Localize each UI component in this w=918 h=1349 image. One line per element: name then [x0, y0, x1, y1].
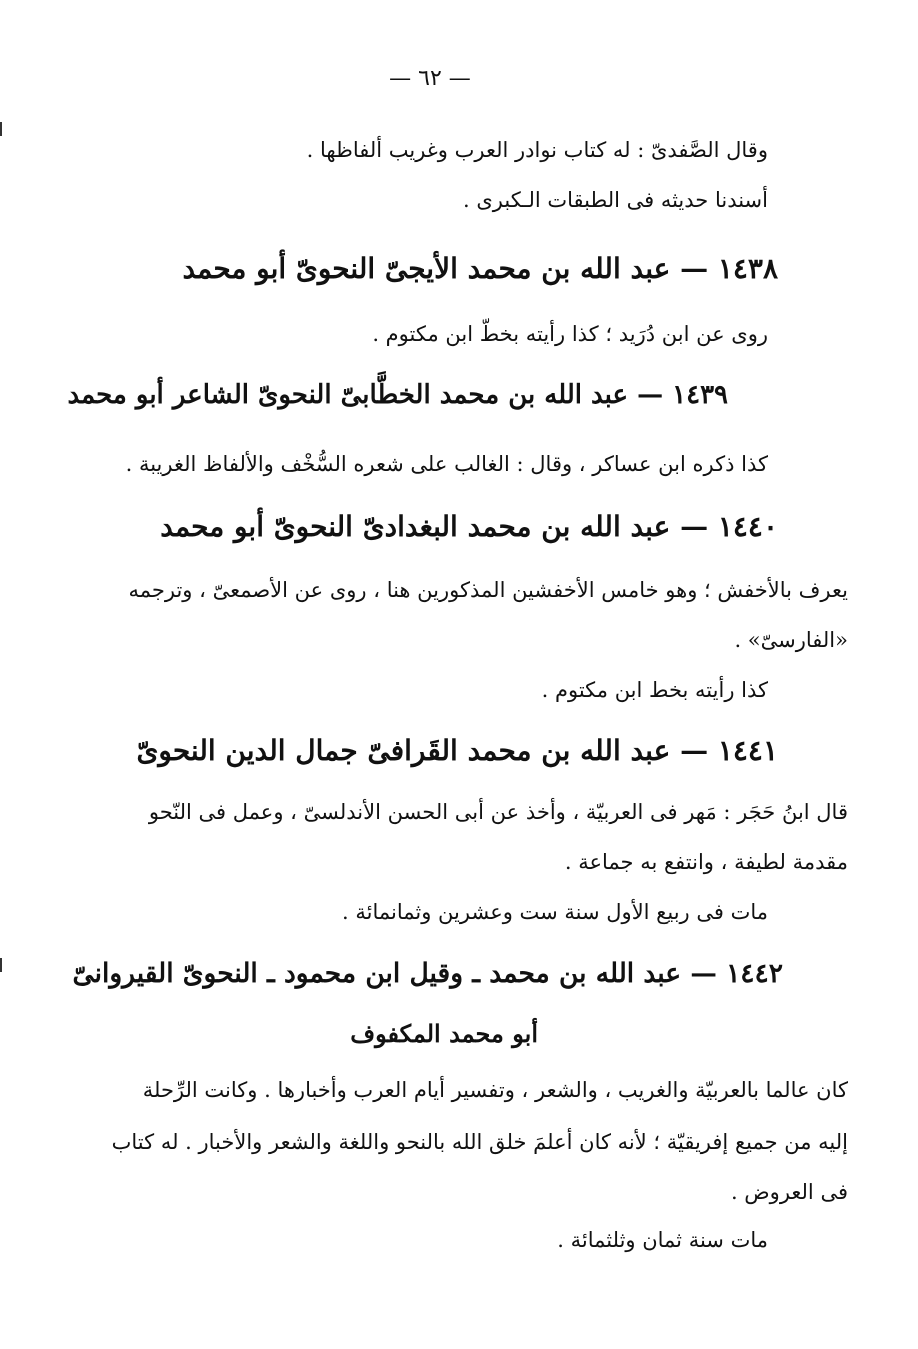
text-line: كذا ذكره ابن عساكر ، وقال : الغالب على شعره السُّخْف والألفاظ الغريبة .: [125, 452, 768, 476]
text-line: وقال الصَّفدىّ : له كتاب نوادر العرب وغريب ألفاظها .: [306, 138, 768, 162]
text-line: مات سنة ثمان وثلثمائة .: [557, 1228, 768, 1252]
page-number: — ٦٢ —: [389, 66, 471, 91]
entry-heading-1441: ١٤٤١ — عبد الله بن محمد القَرافىّ جمال الدين النحوىّ: [136, 734, 778, 767]
entry-heading-1438: ١٤٣٨ — عبد الله بن محمد الأيجىّ النحوىّ أبو محمد: [182, 252, 778, 285]
entry-heading-1442: ١٤٤٢ — عبد الله بن محمد ـ وقيل ابن محمود ـ النحوىّ القيروانىّ: [72, 958, 783, 989]
text-line: مات فى ربيع الأول سنة ست وعشرين وثمانمائة .: [342, 900, 768, 924]
margin-mark: [0, 958, 2, 972]
text-line: يعرف بالأخفش ؛ وهو خامس الأخفشين المذكورين هنا ، روى عن الأصمعىّ ، وترجمه: [128, 578, 848, 602]
entry-heading-1442-subtitle: أبو محمد المكفوف: [350, 1019, 538, 1048]
text-line: فى العروض .: [730, 1180, 848, 1204]
text-line: مقدمة لطيفة ، وانتفع به جماعة .: [564, 850, 848, 874]
text-line: إليه من جميع إفريقيّة ؛ لأنه كان أعلمَ خلق الله بالنحو واللغة والشعر والأخبار . له كتاب: [111, 1130, 848, 1154]
entry-heading-1439: ١٤٣٩ — عبد الله بن محمد الخطَّابىّ النحوىّ الشاعر أبو محمد: [67, 380, 728, 410]
margin-mark: [0, 122, 2, 136]
text-line: «الفارسىّ» .: [734, 628, 848, 652]
text-line: أسندنا حديثه فى الطبقات الـكبرى .: [462, 188, 768, 212]
text-line: روى عن ابن دُرَيد ؛ كذا رأيته بخطّ ابن مكتوم .: [372, 322, 768, 346]
text-line: قال ابنُ حَجَر : مَهر فى العربيّة ، وأخذ عن أبى الحسن الأندلسىّ ، وعمل فى النّحو: [148, 800, 848, 824]
text-line: كان عالما بالعربيّة والغريب ، والشعر ، وتفسير أيام العرب وأخبارها . وكانت الرِّحلة: [142, 1078, 848, 1102]
entry-heading-1440: ١٤٤٠ — عبد الله بن محمد البغدادىّ النحوىّ أبو محمد: [160, 510, 778, 543]
text-line: كذا رأيته بخط ابن مكتوم .: [541, 678, 768, 702]
